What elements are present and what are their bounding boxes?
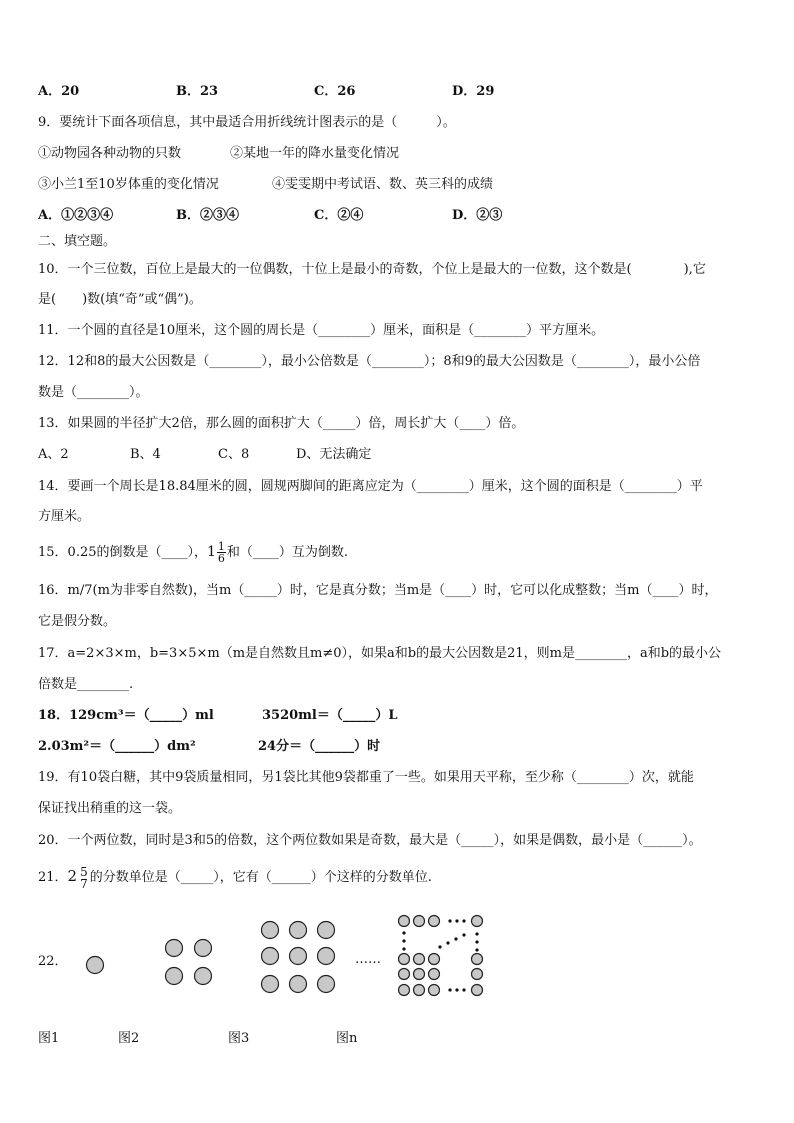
- q9-option-d: D．②③: [452, 208, 503, 223]
- figure-n-dot: [472, 954, 483, 965]
- q17-line-1: 17．a=2×3×m，b=3×5×m（m是自然数且m≠0），如果a和b的最大公因数是21，则m是________，a和b的最小公: [38, 646, 722, 661]
- q15-denominator: 6: [217, 552, 225, 565]
- q15: [38, 541, 348, 564]
- figure-n-ellipsis-dot: [402, 939, 405, 942]
- figure-n-ellipsis-dot: [475, 948, 478, 951]
- figure3-dot: [318, 976, 335, 993]
- figure3-dot: [290, 948, 307, 965]
- q12-line-1: 12．12和8的最大公因数是（________），最小公倍数是（________）；8和9的最大公因数是（________），最小公倍: [38, 354, 701, 369]
- q9-option-b: B．②③④: [176, 208, 239, 223]
- figure-n-dot: [414, 969, 425, 980]
- q14-line-2: 方厘米。: [38, 509, 91, 524]
- q9-stem: 9．要统计下面各项信息，其中最适合用折线统计图表示的是（ ）。: [38, 115, 456, 130]
- q21-whole: 2: [67, 867, 78, 885]
- q12-line-2: 数是（________）。: [38, 385, 149, 400]
- q10-line-2: 是( )数(填“奇”或“偶”)。: [38, 292, 202, 307]
- q15-suffix: 和（____）互为倒数.: [226, 545, 349, 560]
- q21-prefix: 21．: [38, 870, 68, 885]
- q18-b: 3520ml＝（_____）L: [262, 708, 398, 723]
- q13-option-c: C、8: [218, 447, 250, 462]
- q21-denominator: 7: [80, 876, 88, 891]
- figure-label-1: 图1: [38, 1031, 60, 1046]
- figure-n-ellipsis-dot: [448, 988, 451, 991]
- figure2-dot: [195, 940, 212, 957]
- figure3-dot: [318, 922, 335, 939]
- q8-option-b: B．23: [176, 84, 219, 99]
- figure-label-3: 图3: [228, 1031, 250, 1046]
- figure-n-dot: [429, 954, 440, 965]
- figure-n-dot: [472, 969, 483, 980]
- figure-n-dot: [472, 916, 483, 927]
- q15-fraction: [217, 541, 226, 564]
- q17-line-2: 倍数是________.: [38, 677, 134, 692]
- q9-item-3: ③小兰1至10岁体重的变化情况: [38, 177, 219, 192]
- figure-n-ellipsis-dot: [448, 919, 451, 922]
- figure-n-dot: [399, 916, 410, 927]
- figure-n-ellipsis-dot: [475, 932, 478, 935]
- q18-d: 24分＝（______）时: [258, 739, 381, 754]
- figure-n-dot: [429, 985, 440, 996]
- q13-option-b: B、4: [130, 447, 161, 462]
- figure-n-ellipsis-dot: [446, 941, 449, 944]
- q22-label: 22．: [38, 954, 68, 969]
- figure-label-2: 图2: [118, 1031, 140, 1046]
- figure2-dot: [195, 968, 212, 985]
- section-title: 二、填空题。: [38, 234, 117, 249]
- figure-n-ellipsis-dot: [462, 933, 465, 936]
- q9-option-c: C．②④: [314, 208, 364, 223]
- figure-n-ellipsis-dot: [438, 945, 441, 948]
- figure2-dot: [166, 940, 183, 957]
- q16-line-1: 16．m/7(m为非零自然数)，当m（_____）时，它是真分数；当m是（____）时，它可以化成整数；当m（____）时，: [38, 583, 718, 598]
- q15-prefix: 15．0.25的倒数是（____），: [38, 545, 207, 560]
- figure-n-dot: [414, 954, 425, 965]
- figure3-dot: [262, 922, 279, 939]
- q10-line-1: 10．一个三位数，百位上是最大的一位偶数，十位上是最小的奇数，个位上是最大的一位数，这个数是( ),它: [38, 262, 706, 277]
- figure3-dot: [318, 948, 335, 965]
- figure-n-dot: [429, 969, 440, 980]
- figure-n-dot: [399, 969, 410, 980]
- q18-c: 2.03m²＝（______）dm²: [38, 739, 196, 754]
- figure-label-n: 图n: [336, 1031, 358, 1046]
- figure-n-ellipsis-dot: [462, 919, 465, 922]
- q21-numerator: 5: [80, 864, 88, 879]
- figure-n-ellipsis-dot: [455, 988, 458, 991]
- figure-n-dot: [414, 916, 425, 927]
- figure-n-ellipsis-dot: [475, 940, 478, 943]
- q21-suffix: 的分数单位是（_____），它有（______）个这样的分数单位.: [89, 870, 432, 885]
- q15-whole: 1: [207, 544, 216, 560]
- figure-n-ellipsis-dot: [402, 947, 405, 950]
- q9-item-4: ④雯雯期中考试语、数、英三科的成绩: [272, 177, 494, 192]
- figure3-dot: [262, 948, 279, 965]
- q9-item-2: ②某地一年的降水量变化情况: [230, 146, 400, 161]
- q9-option-a: A．①②③④: [38, 208, 114, 223]
- figure-n-dot: [414, 985, 425, 996]
- figure1-dot: [87, 957, 104, 974]
- q9-item-1: ①动物园各种动物的只数: [38, 146, 182, 161]
- q13-option-a: A、2: [38, 447, 69, 462]
- figure-n-ellipsis-dot: [454, 937, 457, 940]
- figure-n-dot: [399, 954, 410, 965]
- figure-n-dot: [429, 916, 440, 927]
- figure-n-ellipsis-dot: [402, 931, 405, 934]
- q19-line-1: 19．有10袋白糖，其中9袋质量相同，另1袋比其他9袋都重了一些。如果用天平称，至少称（________）次，就能: [38, 770, 694, 785]
- figure-n-dot: [472, 985, 483, 996]
- figure3-dot: [262, 976, 279, 993]
- q13-option-d: D、无法确定: [296, 447, 372, 462]
- q20: 20．一个两位数，同时是3和5的倍数，这个两位数如果是奇数，最大是（_____），如果是偶数，最小是（______）。: [38, 833, 702, 848]
- figure-n-ellipsis-dot: [462, 988, 465, 991]
- figure3-dot: [290, 976, 307, 993]
- figure-n-ellipsis-dot: [455, 919, 458, 922]
- q21-fraction: [79, 866, 89, 890]
- q21: [38, 862, 432, 892]
- q18-a: 18．129cm³＝（_____）ml: [38, 708, 214, 723]
- q16-line-2: 它是假分数。: [38, 614, 117, 629]
- q14-line-1: 14．要画一个周长是18.84厘米的圆，圆规两脚间的距离应定为（________）厘米，这个圆的面积是（________）平: [38, 479, 703, 494]
- q19-line-2: 保证找出稍重的这一袋。: [38, 801, 182, 816]
- q8-option-a: A．20: [38, 84, 80, 99]
- q11: 11．一个圆的直径是10厘米，这个圆的周长是（________）厘米，面积是（________）平方厘米。: [38, 323, 605, 338]
- q8-option-c: C．26: [314, 84, 356, 99]
- figure-n-dot: [399, 985, 410, 996]
- figure2-dot: [166, 968, 183, 985]
- dot-pattern-group: [87, 916, 483, 996]
- q13-stem: 13．如果圆的半径扩大2倍，那么圆的面积扩大（_____）倍，周长扩大（____）倍。: [38, 416, 525, 431]
- q8-option-d: D．29: [452, 84, 495, 99]
- q22-ellipsis: ……: [355, 952, 381, 967]
- q15-numerator: 1: [217, 540, 225, 553]
- figure3-dot: [290, 922, 307, 939]
